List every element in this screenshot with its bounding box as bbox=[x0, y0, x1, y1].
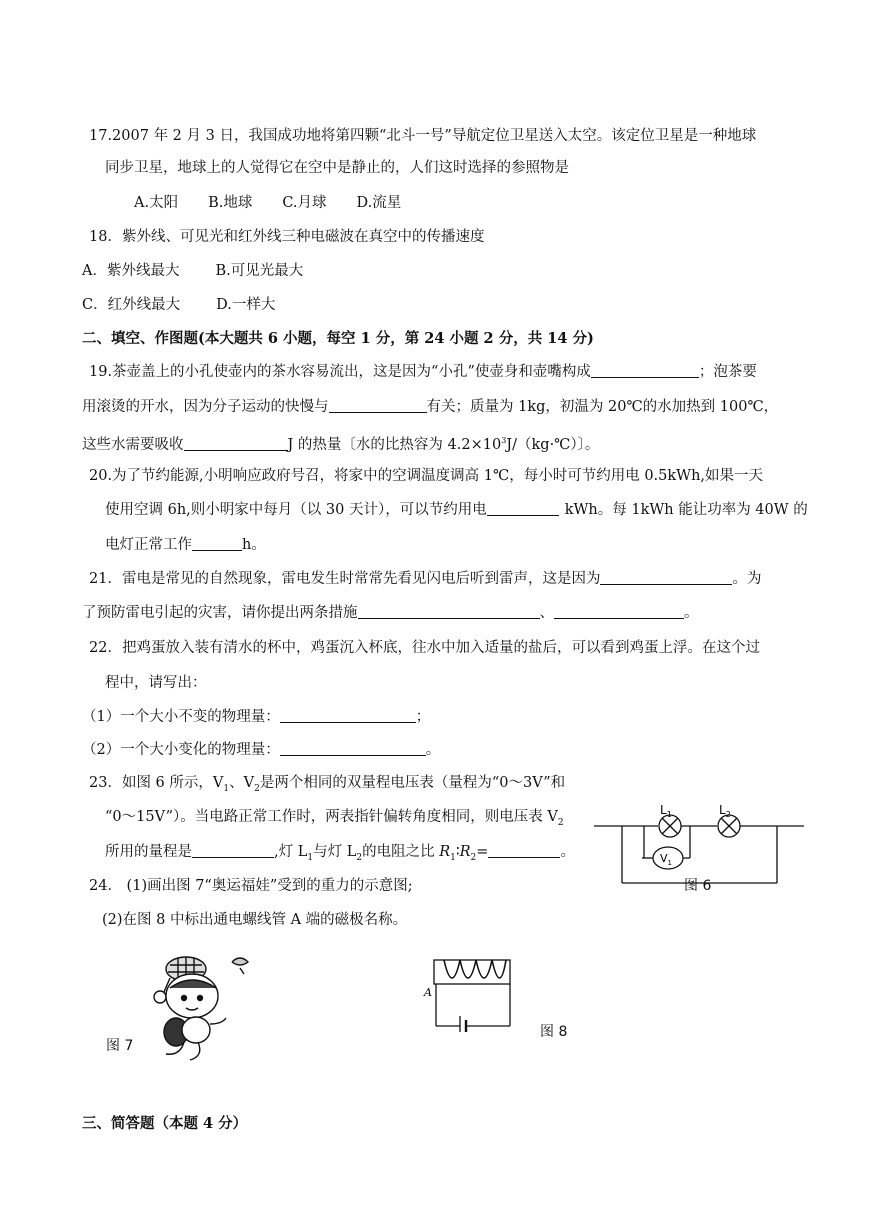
q20-text-2a: 使用空调 6h,则小明家中每月（以 30 天计），可以节约用电 bbox=[105, 502, 487, 518]
q24-line2: (2)在图 8 中标出通电螺线管 A 端的磁极名称。 bbox=[102, 912, 408, 928]
q19-line3 bbox=[82, 431, 599, 455]
q19-line2 bbox=[82, 397, 778, 417]
q19-text-2b: 有关；质量为 1kg，初温为 20℃的水加热到 100℃， bbox=[426, 399, 779, 415]
q19-blank-3[interactable] bbox=[184, 436, 288, 451]
q21-blank-1[interactable] bbox=[600, 570, 732, 585]
section2-heading: 二、填空、作图题(本大题共 6 小题，每空 1 分，第 24 小题 2 分，共 14 分) bbox=[82, 330, 594, 347]
q23-line2 bbox=[105, 807, 564, 833]
q19-superscript: 3 bbox=[501, 436, 507, 445]
fig6-l1-label: $L_1$ bbox=[660, 803, 672, 819]
q22-text-4a: （2）一个大小变化的物理量： bbox=[82, 742, 280, 758]
q23-text-1b: 、V bbox=[229, 775, 255, 791]
q24-line1: 24． (1)画出图 7“奥运福娃”受到的重力的示意图; bbox=[89, 878, 413, 894]
q19-blank-2[interactable] bbox=[329, 398, 427, 413]
q23-sub-4: 1 bbox=[307, 852, 314, 863]
q18-options-row1 bbox=[82, 261, 303, 281]
fig6-l2-label: $L_2$ bbox=[719, 803, 731, 819]
figure-8-solenoid bbox=[420, 954, 520, 1032]
q23-sub-2: 2 bbox=[254, 783, 260, 794]
q23-text-3b: ,灯 L bbox=[274, 844, 308, 860]
q18-stem: 18．紫外线、可见光和红外线三种电磁波在真空中的传播速度 bbox=[89, 229, 485, 245]
q23-sub-6: 1 bbox=[450, 852, 456, 863]
q20-line2 bbox=[105, 500, 808, 520]
q22-line1: 22．把鸡蛋放入装有清水的杯中，鸡蛋沉入杯底，往水中加入适量的盐后，可以看到鸡蛋上浮。在这个过 bbox=[89, 640, 760, 656]
q17-option-d: D.流星 bbox=[356, 195, 402, 211]
q19-text-1b: ；泡茶要 bbox=[698, 364, 757, 380]
q23-line1 bbox=[89, 773, 565, 799]
q20-line3 bbox=[105, 535, 266, 555]
q17-option-b: B.地球 bbox=[208, 195, 253, 211]
q23-text-2a: “0～15V”）。当电路正常工作时，两表指针偏转角度相同，则电压表 V bbox=[105, 809, 558, 825]
figure-8-caption: 图 8 bbox=[540, 1024, 568, 1040]
q22-text-3b: ； bbox=[415, 709, 431, 725]
q22-blank-2[interactable] bbox=[280, 741, 426, 756]
q18-option-b: B.可见光最大 bbox=[215, 263, 304, 279]
q18-options-row2 bbox=[82, 295, 275, 315]
q23-r1: R bbox=[439, 844, 451, 860]
q23-sub-3: 2 bbox=[557, 817, 564, 828]
q23-blank-1[interactable] bbox=[192, 843, 274, 858]
section3-heading: 三、简答题（本题 4 分） bbox=[82, 1115, 248, 1132]
q21-text-2c: 。 bbox=[684, 605, 699, 621]
figure-7-caption: 图 7 bbox=[106, 1038, 134, 1054]
q23-r2: R bbox=[459, 844, 471, 860]
q23-equals: = bbox=[476, 844, 489, 860]
q18-option-c: C．红外线最大 bbox=[82, 297, 181, 313]
q19-line1 bbox=[89, 362, 757, 382]
q23-text-3d: 的电阻之比 bbox=[362, 844, 440, 860]
q22-line3 bbox=[82, 707, 430, 727]
q21-blank-3[interactable] bbox=[554, 604, 684, 619]
q21-line1 bbox=[89, 569, 761, 589]
q23-line3: 所用的量程是 ,灯 $L_1$与灯 $L_2$的电阻之比 $R_1∶R_2=$ 。 bbox=[105, 844, 575, 863]
q22-blank-1[interactable] bbox=[280, 708, 416, 723]
q23-sub-5: 2 bbox=[356, 852, 363, 863]
q23-blank-2[interactable] bbox=[488, 843, 560, 858]
q17-option-a: A.太阳 bbox=[134, 195, 179, 211]
fig6-voltmeter-label: $V_1$ bbox=[660, 852, 672, 867]
q20-text-3b: h。 bbox=[242, 537, 266, 553]
q20-blank-1[interactable] bbox=[487, 501, 559, 516]
q23-text-3c: 与灯 L bbox=[313, 844, 357, 860]
q21-line2 bbox=[82, 603, 699, 623]
q22-text-3a: （1）一个大小不变的物理量： bbox=[82, 709, 280, 725]
q19-text-3c: J/（kg·℃）〕。 bbox=[506, 436, 600, 453]
q19-text-3b: J 的热量〔水的比热容为 4.2×10 bbox=[287, 436, 502, 453]
q23-ratio-sign: ∶ bbox=[455, 844, 460, 860]
figure-7-mascot bbox=[140, 952, 265, 1064]
q19-text-1a: 19.茶壶盖上的小孔使壶内的茶水容易流出，这是因为“小孔”使壶身和壶嘴构成 bbox=[89, 364, 591, 380]
q22-line4 bbox=[82, 740, 440, 760]
fig8-a-label: A bbox=[424, 986, 432, 999]
q18-option-d: D.一样大 bbox=[216, 297, 276, 313]
figure-6-caption: 图 6 bbox=[684, 878, 712, 894]
q23-text-1a: 23．如图 6 所示，V bbox=[89, 775, 224, 791]
q19-blank-1[interactable] bbox=[591, 363, 699, 378]
q23-text-1c: 是两个相同的双量程电压表（量程为“0～3V”和 bbox=[259, 775, 566, 791]
q20-blank-2[interactable] bbox=[192, 536, 242, 551]
q19-text-2a: 用滚烫的开水，因为分子运动的快慢与 bbox=[82, 399, 329, 415]
q17-line2: 同步卫星，地球上的人觉得它在空中是静止的，人们这时选择的参照物是 bbox=[105, 160, 569, 176]
q21-text-1b: 。为 bbox=[732, 571, 762, 587]
q20-line1: 20.为了节约能源,小明响应政府号召，将家中的空调温度调高 1℃，每小时可节约用电 0.5kWh,如果一天 bbox=[89, 468, 764, 484]
q20-text-3a: 电灯正常工作 bbox=[105, 537, 192, 553]
q21-text-2a: 了预防雷电引起的灾害，请你提出两条措施 bbox=[82, 605, 358, 621]
q21-text-2b: 、 bbox=[539, 605, 554, 621]
q20-text-2b: kWh。每 1kWh 能让功率为 40W 的 bbox=[564, 502, 808, 518]
q22-line2: 程中，请写出： bbox=[105, 675, 207, 691]
q18-option-a: A．紫外线最大 bbox=[82, 263, 180, 279]
q22-text-4b: 。 bbox=[425, 742, 441, 758]
q21-text-1a: 21．雷电是常见的自然现象，雷电发生时常常先看见闪电后听到雷声，这是因为 bbox=[89, 571, 601, 587]
q17-line1: 17.2007 年 2 月 3 日，我国成功地将第四颗“北斗一号”导航定位卫星送入太空。该定位卫星是一种地球 bbox=[89, 128, 757, 144]
q17-option-c: C.月球 bbox=[282, 195, 327, 211]
q21-blank-2[interactable] bbox=[358, 604, 540, 619]
q19-text-3a: 这些水需要吸收 bbox=[82, 436, 184, 453]
q23-sub-7: 2 bbox=[470, 852, 477, 863]
q17-options bbox=[134, 193, 401, 213]
q23-text-3a: 所用的量程是 bbox=[105, 844, 192, 860]
q23-sub-1: 1 bbox=[223, 783, 230, 794]
